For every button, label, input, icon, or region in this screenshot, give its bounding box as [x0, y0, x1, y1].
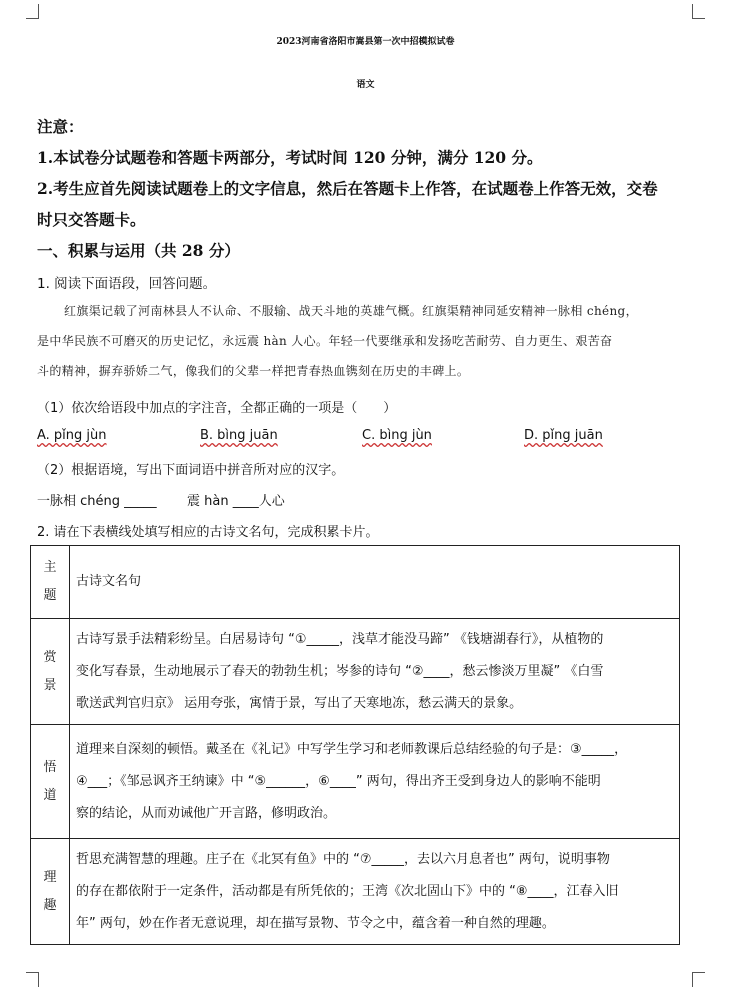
- content-line: ④___；《邹忌讽齐王纳谏》中 “⑤______，⑥____” 两句，得出齐王受到身边人的影响不能明: [76, 773, 601, 789]
- fill-blank-han[interactable]: 震 hàn ____人心: [187, 494, 285, 509]
- content-line: 的存在都依附于一定条件，活动都是有所凭依的；王湾《次北固山下》中的 “⑧____，江春入旧: [76, 883, 619, 899]
- header-theme-char-2: 题: [43, 588, 57, 603]
- content-line: 哲思充满智慧的理趣。庄子在《北冥有鱼》中的 “⑦_____，去以六月息者也” 两句，说明事物: [76, 851, 610, 867]
- option-b-text: B. bìng juān: [200, 428, 278, 443]
- theme-cell-scenery: [31, 619, 70, 725]
- theme-char: 理: [43, 869, 57, 885]
- option-d-text: D. pǐng juān: [524, 428, 603, 443]
- passage-line-3: 斗的精神，摒弃骄娇二气，像我们的父辈一样把青春热血镌刻在历史的丰碑上。: [37, 364, 470, 378]
- option-c[interactable]: [362, 428, 432, 443]
- header-theme-char-1: 主: [43, 560, 57, 575]
- theme-char: 道: [43, 787, 57, 803]
- question-1-sub-2: （2）根据语境，写出下面词语中拼音所对应的汉字。: [37, 463, 345, 478]
- theme-char: 赏: [43, 649, 57, 665]
- content-line: 察的结论，从而劝诫他广开言路，修明政治。: [76, 805, 337, 821]
- option-d[interactable]: [524, 428, 603, 443]
- content-line: 变化写春景，生动地展示了春天的勃勃生机；岑参的诗句 “②____，愁云惨淡万里凝” 《白雪: [76, 663, 604, 679]
- corner-mark-bottom-right: [692, 972, 705, 987]
- question-1-prompt: 1. 阅读下面语段，回答问题。: [37, 276, 217, 292]
- exam-subject: 语文: [356, 80, 375, 90]
- option-b[interactable]: [200, 428, 278, 443]
- notice-item-2-line-1: 2.考生应首先阅读试题卷上的文字信息，然后在答题卡上作答，在试题卷上作答无效，交卷: [37, 179, 658, 198]
- content-line: 歌送武判官归京》 运用夸张，寓情于景，写出了天寒地冻，愁云满天的景象。: [76, 695, 523, 711]
- option-c-text: C. bìng jùn: [362, 428, 432, 443]
- content-cell-reason[interactable]: [70, 839, 680, 945]
- question-2-prompt: 2. 请在下表横线处填写相应的古诗文名句，完成积累卡片。: [37, 525, 379, 540]
- passage-line-2: 是中华民族不可磨灭的历史记忆，永远震 hàn 人心。年轻一代要继承和发扬吃苦耐劳、自力更生、艰苦奋: [37, 334, 613, 348]
- section-heading: 一、积累与运用（共 28 分）: [37, 241, 240, 260]
- table-header-row: [31, 546, 680, 619]
- content-cell-scenery[interactable]: [70, 619, 680, 725]
- table-row: [31, 839, 680, 945]
- content-line: 年” 两句，妙在作者无意说理，却在描写景物、节令之中，蕴含着一种自然的理趣。: [76, 915, 555, 931]
- notice-item-1: 1.本试卷分试题卷和答题卡两部分，考试时间 120 分钟，满分 120 分。: [37, 148, 543, 167]
- content-line: 道理来自深刻的顿悟。戴圣在《礼记》中写学生学习和老师教课后总结经验的句子是：③_____，: [76, 741, 628, 757]
- poetry-card-table: [30, 545, 680, 945]
- notice-item-2-line-2: 时只交答题卡。: [37, 210, 146, 229]
- theme-cell-insight: [31, 725, 70, 839]
- table-row: [31, 725, 680, 839]
- corner-mark-bottom-left: [26, 972, 39, 987]
- header-content-label: 古诗文名句: [76, 574, 142, 589]
- theme-cell-reason: [31, 839, 70, 945]
- option-a[interactable]: [37, 428, 107, 443]
- corner-mark-top-left: [26, 4, 39, 19]
- corner-mark-top-right: [692, 4, 705, 19]
- content-line: 古诗写景手法精彩纷呈。白居易诗句 “①_____，浅草才能没马蹄” 《钱塘湖春行》，从植物的: [76, 631, 604, 647]
- exam-title: 2023河南省洛阳市嵩县第一次中招模拟试卷: [276, 37, 455, 47]
- theme-char: 景: [43, 677, 57, 693]
- theme-char: 趣: [43, 897, 57, 913]
- header-content-cell: [70, 546, 680, 619]
- question-1-sub-1: （1）依次给语段中加点的字注音，全都正确的一项是（ ）: [37, 401, 397, 416]
- option-a-text: A. pǐng jùn: [37, 428, 107, 443]
- header-theme-cell: [31, 546, 70, 619]
- fill-blank-cheng[interactable]: 一脉相 chéng _____: [37, 494, 157, 509]
- theme-char: 悟: [43, 759, 57, 775]
- content-cell-insight[interactable]: [70, 725, 680, 839]
- notice-label: 注意：: [37, 117, 84, 136]
- table-row: [31, 619, 680, 725]
- passage-line-1: 红旗渠记载了河南林县人不认命、不服输、战天斗地的英雄气概。红旗渠精神同延安精神一脉相 chéng，: [64, 304, 638, 318]
